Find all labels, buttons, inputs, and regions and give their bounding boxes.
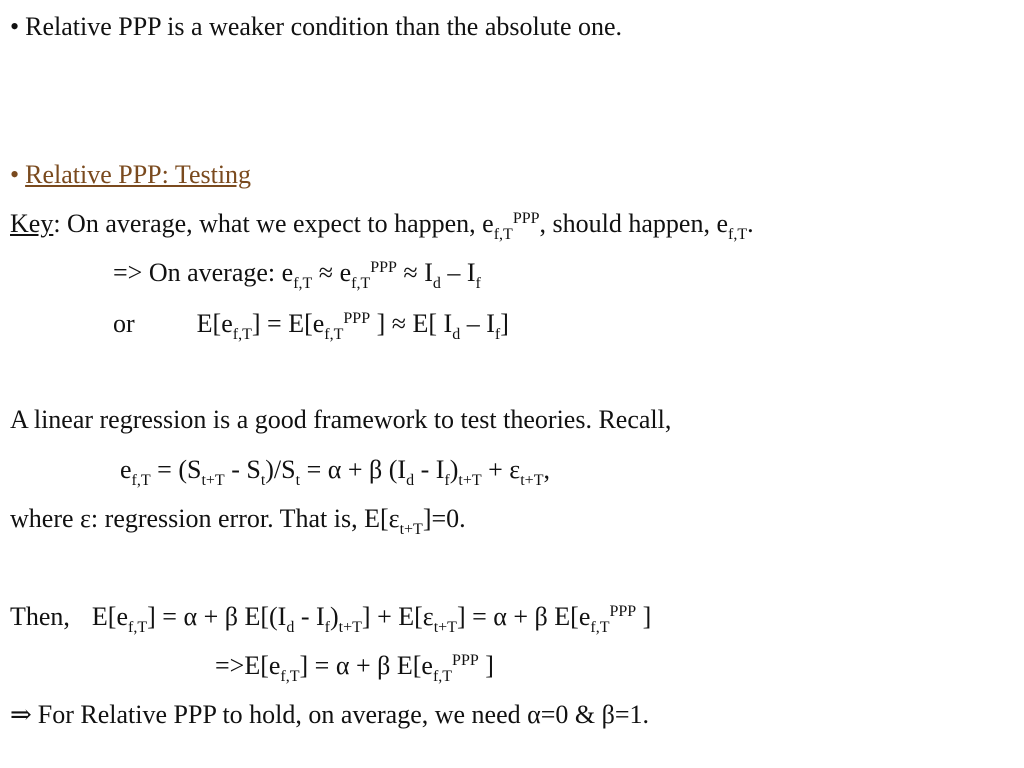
superscript: PPP — [452, 652, 479, 669]
subscript: t — [260, 472, 266, 489]
eq-text: ] = α + β E[e — [299, 651, 433, 680]
subscript: f,T — [280, 668, 300, 685]
eq-text: ] = E[e — [251, 309, 325, 338]
subscript: t+T — [520, 472, 544, 489]
regression-intro-text: A linear regression is a good framework to test theories. Recall, — [10, 405, 672, 434]
eq-text: ] — [500, 309, 509, 338]
conclusion-line — [10, 700, 649, 730]
bullet-line-1 — [10, 12, 622, 42]
superscript: PPP — [370, 259, 397, 276]
eq-text: E[e — [196, 309, 233, 338]
subscript: f,T — [232, 326, 252, 343]
key-text-2: , should happen, e — [539, 209, 728, 238]
superscript: PPP — [512, 210, 540, 227]
eq-text: e — [120, 455, 132, 484]
eq-text: ≈ I — [396, 258, 433, 287]
eq-text: , — [543, 455, 550, 484]
regression-equation-line — [120, 455, 550, 489]
eq-text: ] = α + β E[e — [456, 602, 591, 631]
regression-intro-line — [10, 405, 671, 435]
weaker-condition-text: Relative PPP is a weaker condition than the absolute one. — [25, 12, 623, 41]
then-word: Then, — [10, 602, 70, 631]
subscript: f,T — [131, 472, 151, 489]
bullet-marker: • — [10, 12, 20, 41]
subscript: t+T — [201, 472, 225, 489]
eq-text: ) — [449, 455, 459, 484]
subscript: f — [324, 619, 330, 636]
eq-text: ] — [636, 602, 652, 631]
eq-text: - S — [224, 455, 261, 484]
eq-text: where ε: regression error. That is, E[ε — [10, 504, 400, 533]
subscript: f,T — [293, 275, 313, 292]
eq-text: – I — [440, 258, 476, 287]
superscript: PPP — [609, 603, 637, 620]
subscript: f,T — [324, 326, 344, 343]
heading-bullet: • — [10, 160, 20, 189]
eq-text: - I — [294, 602, 325, 631]
subscript: d — [452, 326, 461, 343]
implies-arrow-icon: ⇒ — [10, 700, 32, 729]
subscript: d — [286, 619, 295, 636]
subscript: t+T — [338, 619, 362, 636]
eq-text: + ε — [481, 455, 521, 484]
conclusion-text: For Relative PPP to hold, on average, we need α=0 & β=1. — [37, 700, 650, 729]
subscript: t+T — [433, 619, 457, 636]
eq-text: ]=0. — [422, 504, 466, 533]
subscript: t+T — [458, 472, 482, 489]
section-heading — [10, 160, 251, 190]
subscript: t — [295, 472, 301, 489]
subscript: f — [444, 472, 450, 489]
eq-text: ] + E[ε — [361, 602, 434, 631]
key-label: Key — [10, 209, 54, 238]
eq-text: ] ≈ E[ I — [370, 309, 453, 338]
subscript: f,T — [727, 226, 748, 243]
eq-text: ] — [478, 651, 494, 680]
eq-text: )/S — [265, 455, 296, 484]
eq-text: ≈ e — [312, 258, 352, 287]
subscript: f,T — [128, 619, 148, 636]
superscript: PPP — [343, 310, 371, 327]
subscript: d — [432, 275, 441, 292]
then-line — [10, 602, 652, 636]
eq-text: = α + β (I — [300, 455, 407, 484]
regression-error-line — [10, 504, 466, 538]
subscript: f,T — [432, 668, 453, 685]
eq-text: => On average: e — [113, 258, 294, 287]
eq-text: = (S — [150, 455, 202, 484]
subscript: d — [406, 472, 415, 489]
subscript: f,T — [493, 226, 513, 243]
or-line — [113, 309, 509, 343]
eq-text: ] = α + β E[(I — [147, 602, 287, 631]
on-average-line — [113, 258, 481, 292]
subscript: f — [475, 275, 481, 292]
key-text-3: . — [747, 209, 754, 238]
eq-text: E[e — [91, 602, 129, 631]
eq-text: =>E[e — [215, 651, 281, 680]
subscript: t+T — [399, 521, 423, 538]
subscript: f,T — [590, 619, 610, 636]
eq-text: ) — [329, 602, 339, 631]
key-line — [10, 209, 754, 243]
key-text-1: : On average, what we expect to happen, e — [53, 209, 494, 238]
eq-text: – I — [460, 309, 495, 338]
subscript: f,T — [351, 275, 371, 292]
eq-text: - I — [414, 455, 445, 484]
or-word: or — [113, 309, 135, 338]
implies-line — [215, 651, 494, 685]
subscript: f — [494, 326, 501, 343]
heading-link-relative-ppp-testing[interactable]: Relative PPP: Testing — [25, 160, 252, 189]
